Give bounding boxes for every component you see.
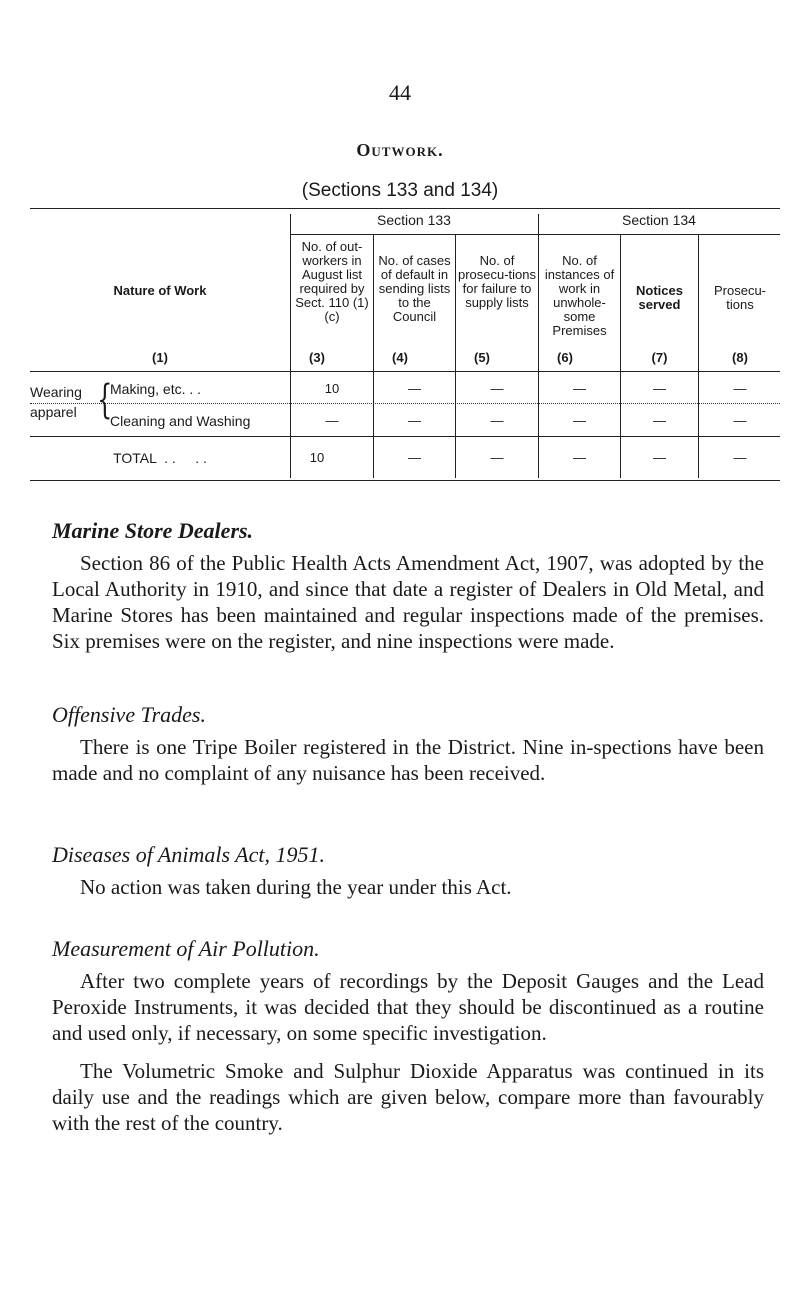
column-number: (5)	[474, 350, 490, 365]
table-cell: —	[490, 413, 504, 428]
section-heading: Measurement of Air Pollution.	[52, 936, 320, 961]
column-header-prosecutions: Prosecu-tions	[713, 283, 767, 312]
row-group-label: Wearing apparel	[30, 384, 82, 420]
section-offensive-trades	[52, 702, 764, 786]
total-cell: —	[408, 450, 421, 465]
column-header-unwholesome-premises: No. of instances of work in unwhole-some Premises	[544, 253, 615, 338]
col-divider	[698, 234, 699, 478]
table-cell: —	[653, 413, 666, 428]
section-paragraph: There is one Tripe Boiler registered in the District. Nine in-spections have been made and no complaint of any nuisance has been received.	[52, 735, 764, 785]
column-number: (1)	[152, 350, 168, 365]
table-top-rule	[30, 208, 780, 209]
page-number: 44	[389, 80, 411, 105]
col-divider	[373, 234, 374, 478]
table-cell: —	[325, 413, 339, 428]
group-header-section-133: Section 133	[377, 212, 451, 228]
section-paragraph: Section 86 of the Public Health Acts Amendment Act, 1907, was adopted by the Local Authority in 1910, and since that date a register of Dealers in Old Metal, and Marine Stores has been maintained and regular inspections made of the premises. Six premises were on the register, and nine inspections were made.	[52, 551, 764, 653]
brace-icon: {	[97, 377, 113, 423]
section-air-pollution	[52, 936, 764, 1136]
total-cell: —	[490, 450, 504, 465]
page-subtitle: (Sections 133 and 134)	[301, 180, 499, 201]
total-cell: —	[733, 450, 747, 465]
header-bottom-rule	[30, 371, 780, 372]
section-diseases-of-animals	[52, 842, 764, 900]
outwork-table	[30, 208, 780, 483]
col-divider	[538, 214, 539, 478]
section-paragraph: After two complete years of recordings by the Deposit Gauges and the Lead Peroxide Instruments, it was decided that they should be discontinued as a routine and used only, if necessary, on some specific investigation.	[52, 969, 764, 1045]
column-number: (7)	[651, 350, 668, 365]
total-top-rule	[30, 436, 780, 437]
total-cell: 10	[309, 450, 325, 465]
section-heading: Marine Store Dealers.	[52, 518, 254, 543]
column-number: (8)	[732, 350, 748, 365]
section-paragraph: No action was taken during the year under this Act.	[80, 875, 512, 899]
column-header-prosecutions-failure: No. of prosecu-tions for failure to supply lists	[457, 253, 537, 310]
table-cell: —	[573, 413, 586, 428]
table-bottom-rule	[30, 480, 780, 481]
table-cell: 10	[324, 381, 340, 396]
col-divider	[620, 234, 621, 478]
column-header-notices-served: Notices served	[636, 283, 683, 312]
total-label: TOTAL . . . .	[113, 450, 207, 466]
column-header-nature-of-work: Nature of Work	[113, 283, 207, 298]
table-cell: —	[653, 381, 666, 396]
row-label: Cleaning and Washing	[110, 413, 251, 429]
group-header-section-134: Section 134	[622, 212, 696, 228]
col-divider	[455, 234, 456, 478]
col-divider	[290, 214, 291, 478]
row-label: Making, etc. . .	[110, 381, 202, 397]
section-marine-store-dealers	[52, 518, 764, 654]
table-cell: —	[408, 413, 421, 428]
column-number: (4)	[392, 350, 408, 365]
row-separator	[30, 403, 780, 404]
table-cell: —	[573, 381, 586, 396]
section-heading: Offensive Trades.	[52, 702, 206, 727]
table-cell: —	[733, 413, 747, 428]
table-cell: —	[490, 381, 504, 396]
column-number: (6)	[557, 350, 573, 365]
group-header-rule	[290, 234, 780, 235]
total-cell: —	[653, 450, 666, 465]
column-header-default-cases: No. of cases of default in sending lists to the Council	[378, 253, 451, 324]
total-cell: —	[573, 450, 586, 465]
table-cell: —	[408, 381, 421, 396]
section-paragraph: The Volumetric Smoke and Sulphur Dioxide Apparatus was continued in its daily use and the readings which are given below, compare more than favourably with the rest of the country.	[52, 1059, 764, 1135]
page-title: Outwork.	[356, 140, 444, 160]
section-heading: Diseases of Animals Act, 1951.	[52, 842, 325, 867]
column-header-outworkers: No. of out-workers in August list required by Sect. 110 (1) (c)	[295, 239, 369, 324]
table-cell: —	[733, 381, 747, 396]
column-number: (3)	[309, 350, 325, 365]
